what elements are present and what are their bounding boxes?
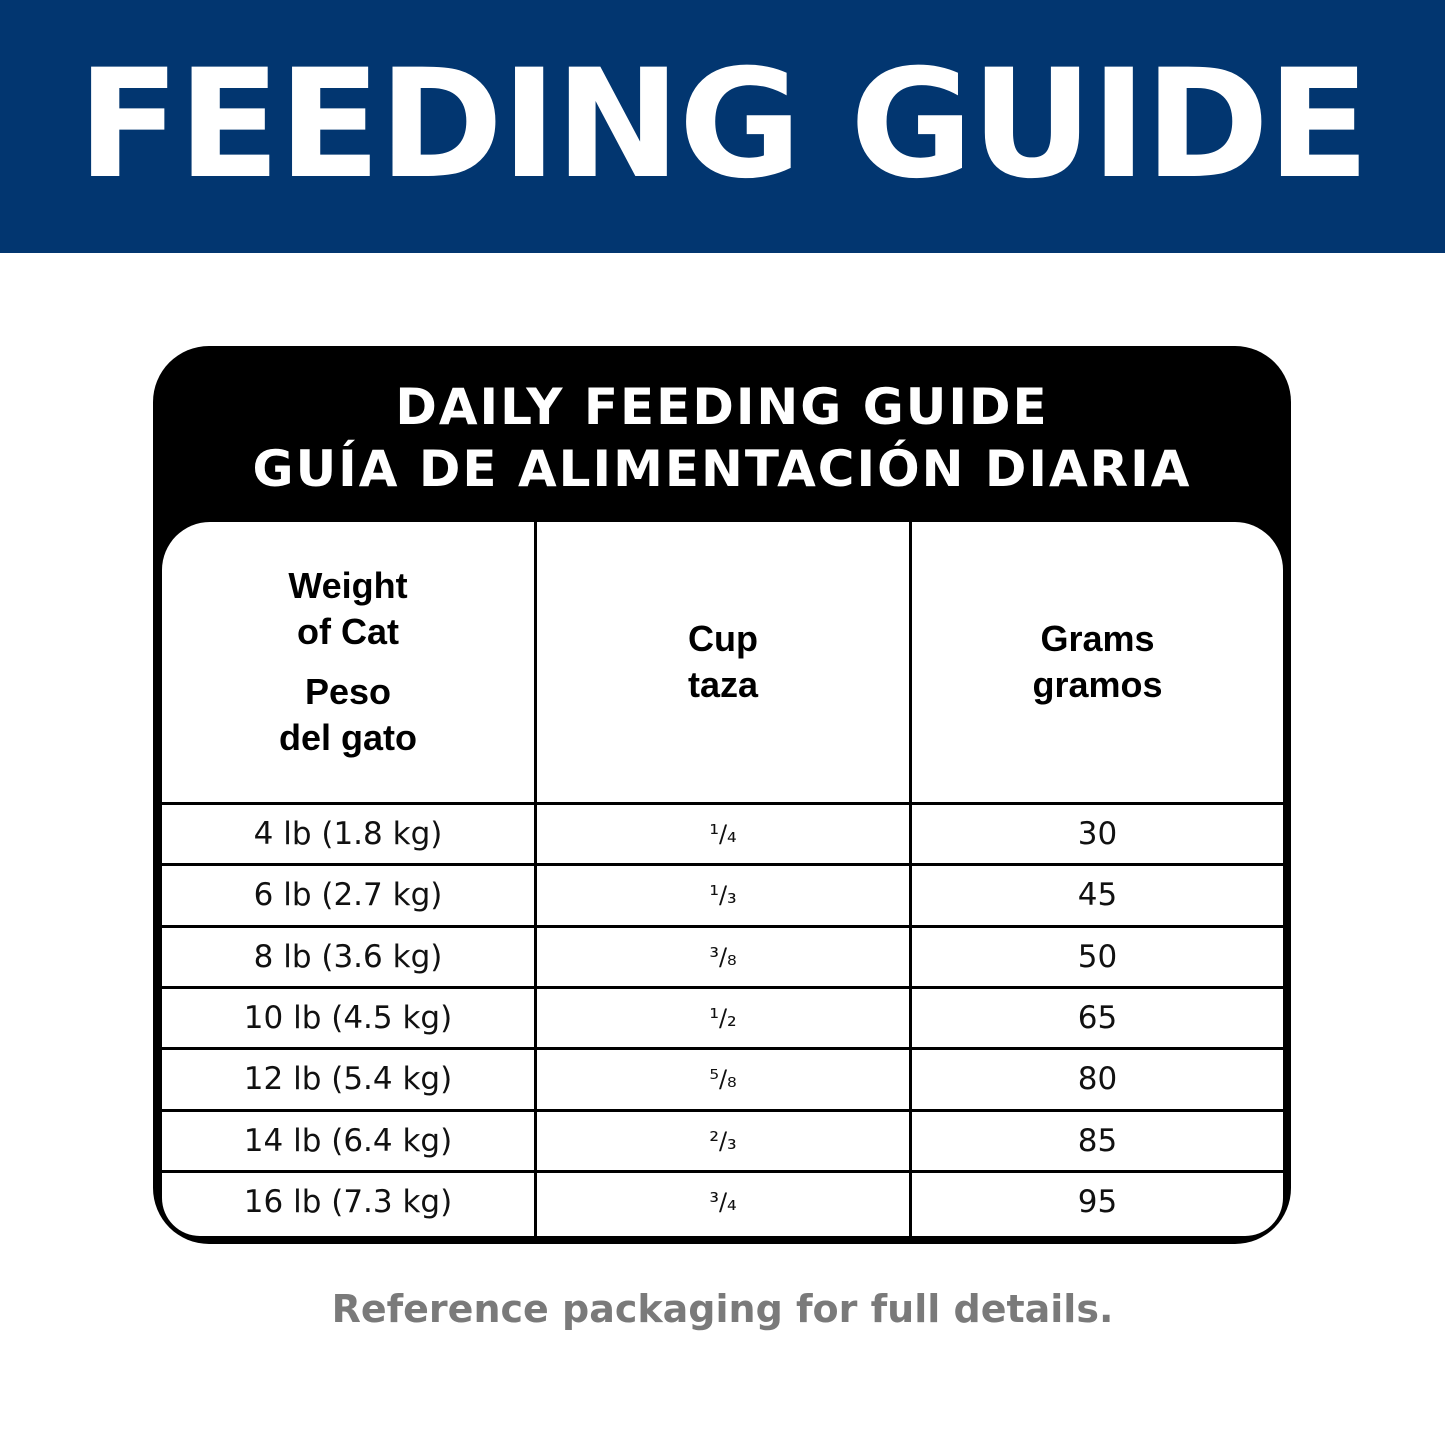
weight-cell: 6 lb (2.7 kg) <box>253 877 443 913</box>
column-header-cup <box>537 522 909 802</box>
column-header-weight <box>162 522 534 802</box>
column-header-weight-es-1: Peso <box>304 671 392 712</box>
feeding-table <box>162 522 1283 1236</box>
column-header-weight-en-1: Weight <box>288 565 408 606</box>
column-header-grams <box>912 522 1283 802</box>
weight-cell: 14 lb (6.4 kg) <box>243 1123 453 1159</box>
footer-note: Reference packaging for full details. <box>331 1287 1114 1331</box>
header-banner <box>0 0 1445 253</box>
page-title: FEEDING GUIDE <box>77 38 1368 212</box>
column-header-cup-es: taza <box>687 664 759 705</box>
card-title <box>153 376 1291 500</box>
grams-cell: 30 <box>1077 816 1118 852</box>
weight-cell: 8 lb (3.6 kg) <box>253 939 443 975</box>
cup-cell: ³/₈ <box>709 943 737 971</box>
weight-cell: 16 lb (7.3 kg) <box>243 1184 453 1220</box>
feeding-guide-card <box>153 346 1291 1244</box>
grams-cell: 65 <box>1077 1000 1118 1036</box>
table-row <box>162 805 1283 863</box>
table-row <box>162 866 1283 924</box>
column-header-cup-en: Cup <box>688 618 758 659</box>
cup-cell: ¹/₂ <box>709 1004 737 1032</box>
column-divider <box>909 522 912 1236</box>
card-title-english: DAILY FEEDING GUIDE <box>395 378 1049 436</box>
column-header-grams-en: Grams <box>1040 618 1155 659</box>
table-row <box>162 1173 1283 1231</box>
column-header-weight-en-2: of Cat <box>297 611 399 652</box>
weight-cell: 4 lb (1.8 kg) <box>253 816 443 852</box>
grams-cell: 85 <box>1077 1123 1118 1159</box>
column-divider <box>534 522 537 1236</box>
grams-cell: 45 <box>1077 877 1118 913</box>
table-row <box>162 1112 1283 1170</box>
table-row <box>162 928 1283 986</box>
grams-cell: 80 <box>1077 1061 1118 1097</box>
cup-cell: ³/₄ <box>709 1188 737 1216</box>
weight-cell: 12 lb (5.4 kg) <box>243 1061 453 1097</box>
card-title-spanish: GUÍA DE ALIMENTACIÓN DIARIA <box>252 440 1192 498</box>
cup-cell: ²/₃ <box>709 1127 737 1155</box>
table-header-row <box>162 522 1283 802</box>
weight-cell: 10 lb (4.5 kg) <box>243 1000 453 1036</box>
table-row <box>162 989 1283 1047</box>
column-header-weight-es-2: del gato <box>278 717 417 758</box>
cup-cell: ⁵/₈ <box>709 1065 737 1093</box>
column-header-grams-es: gramos <box>1032 664 1163 705</box>
cup-cell: ¹/₃ <box>709 881 737 909</box>
grams-cell: 50 <box>1077 939 1118 975</box>
table-row <box>162 1050 1283 1108</box>
grams-cell: 95 <box>1077 1184 1118 1220</box>
cup-cell: ¹/₄ <box>709 820 737 848</box>
